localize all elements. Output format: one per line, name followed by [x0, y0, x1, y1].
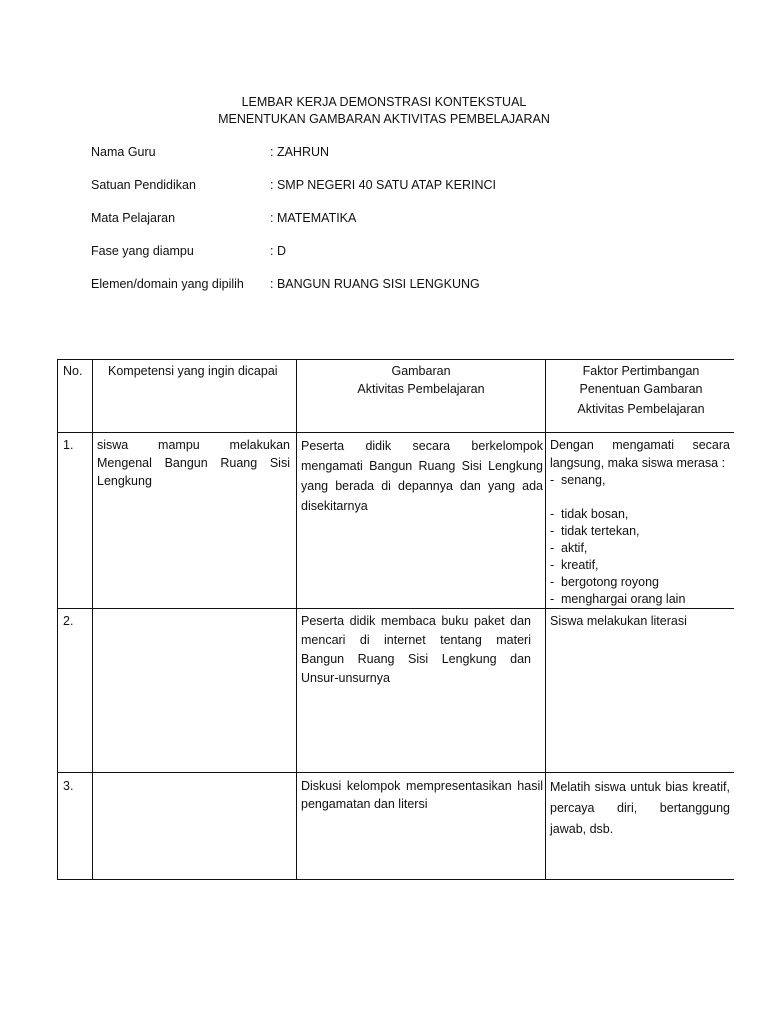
- row-1-kompetensi: siswa mampu melakukan Mengenal Bangun Ruang Sisi Lengkung: [97, 438, 290, 488]
- document-title-line-2: MENENTUKAN GAMBARAN AKTIVITAS PEMBELAJARAN: [218, 112, 550, 126]
- info-value-fase: : D: [270, 244, 286, 258]
- row-2-no: 2.: [63, 614, 74, 628]
- list-item: - bergotong royong: [549, 574, 732, 591]
- row-2-gambaran: Peserta didik membaca buku paket dan mencari di internet tentang materi Bangun Ruang Sisi Lengkung dan Unsur-unsurnya: [301, 614, 531, 685]
- info-label-satuan-pendidikan: Satuan Pendidikan: [91, 178, 196, 192]
- table-border-top: [57, 359, 734, 360]
- table-border-left: [57, 359, 58, 880]
- document-title-line-1: LEMBAR KERJA DEMONSTRASI KONTEKSTUAL: [241, 95, 527, 109]
- info-label-nama-guru: Nama Guru: [91, 145, 156, 159]
- list-item: - senang,: [549, 472, 732, 489]
- list-item: - kreatif,: [549, 557, 732, 574]
- list-item: - menghargai orang lain: [549, 591, 732, 608]
- header-faktor-line-2: Penentuan Gambaran: [579, 382, 703, 396]
- header-gambaran-line-2: Aktivitas Pembelajaran: [357, 382, 485, 396]
- info-label-elemen: Elemen/domain yang dipilih: [91, 277, 244, 291]
- table-column-divider: [296, 359, 297, 880]
- table-header-divider: [57, 432, 734, 433]
- row-1-no: 1.: [63, 438, 74, 452]
- info-label-mata-pelajaran: Mata Pelajaran: [91, 211, 176, 225]
- info-value-mata-pelajaran: : MATEMATIKA: [270, 211, 357, 225]
- info-label-fase: Fase yang diampu: [91, 244, 194, 258]
- list-item: - tidak tertekan,: [549, 523, 732, 540]
- row-3-gambaran: Diskusi kelompok mempresentasikan hasil pengamatan dan litersi: [301, 779, 543, 811]
- header-no: No.: [63, 364, 83, 378]
- table-row-divider: [57, 772, 734, 773]
- row-2-faktor: Siswa melakukan literasi: [550, 614, 687, 628]
- table-column-divider: [92, 359, 93, 880]
- table-border-bottom: [57, 879, 734, 880]
- header-kompetensi: Kompetensi yang ingin dicapai: [108, 364, 278, 378]
- row-1-faktor-intro: Dengan mengamati secara langsung, maka siswa merasa :: [550, 438, 730, 470]
- row-3-faktor: Melatih siswa untuk bias kreatif, percaya diri, bertanggung jawab, dsb.: [550, 780, 730, 836]
- header-gambaran-line-1: Gambaran: [391, 364, 451, 378]
- header-faktor-line-3: Aktivitas Pembelajaran: [577, 402, 705, 416]
- row-3-no: 3.: [63, 779, 74, 793]
- list-item: - aktif,: [549, 540, 732, 557]
- table-column-divider: [545, 359, 546, 880]
- row-1-faktor-list: [549, 472, 732, 608]
- table-row-divider: [57, 608, 734, 609]
- info-value-satuan-pendidikan: : SMP NEGERI 40 SATU ATAP KERINCI: [270, 178, 496, 192]
- list-item: - tidak bosan,: [549, 506, 732, 523]
- header-faktor-line-1: Faktor Pertimbangan: [582, 364, 700, 378]
- row-1-gambaran: Peserta didik secara berkelompok mengamati Bangun Ruang Sisi Lengkung yang berada di depannya dan yang ada disekitarnya: [301, 439, 543, 513]
- info-value-elemen: : BANGUN RUANG SISI LENGKUNG: [270, 277, 480, 291]
- info-value-nama-guru: : ZAHRUN: [270, 145, 330, 159]
